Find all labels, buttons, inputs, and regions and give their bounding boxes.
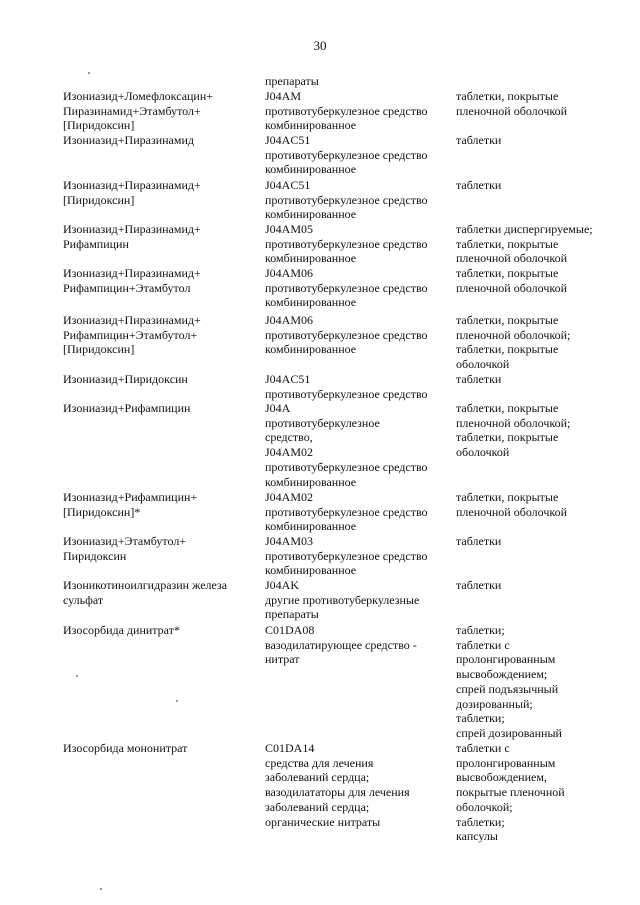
atc-code-description-line: комбинированное [265, 118, 357, 133]
atc-code-description-line: комбинированное [265, 162, 357, 177]
atc-code-description-line: J04AM02 [265, 445, 314, 460]
atc-code-description-cell [265, 490, 428, 534]
dosage-form-cell [456, 578, 501, 593]
dosage-form-line: дозированный; [456, 696, 533, 711]
atc-code-description-cell [265, 178, 428, 222]
dosage-form-line: таблетки, покрытые [456, 313, 559, 327]
atc-code-description-cell [265, 133, 428, 177]
atc-code-description-line: другие противотуберкулезные [265, 592, 420, 607]
dosage-form-line: таблетки, покрытые [456, 342, 559, 357]
atc-code-description-cell [265, 74, 319, 89]
drug-name-cell [63, 266, 201, 295]
dosage-form-line: пролонгированным [456, 755, 556, 770]
atc-code-description-line: средство, [265, 430, 313, 445]
atc-code-description-line: противотуберкулезное [265, 415, 380, 430]
drug-name-cell [63, 623, 180, 638]
dosage-form-line: таблетки диспергируемые; [456, 222, 593, 236]
atc-code-description-line: J04AM02 [265, 490, 314, 504]
dosage-form-line: пленочной оболочкой [456, 280, 568, 295]
scan-speck [88, 72, 90, 74]
atc-code-description-line: противотуберкулезное средство [265, 147, 428, 162]
drug-name-line: Изониазид+Пиразинамид+ [63, 178, 201, 192]
atc-code-description-line: J04AM03 [265, 534, 314, 548]
atc-code-description-line: препараты [265, 607, 319, 622]
atc-code-description-line: противотуберкулезное средство [265, 103, 428, 118]
dosage-form-cell [456, 741, 565, 844]
dosage-form-cell [456, 313, 570, 372]
atc-code-description-line: вазодилататоры для лечения [265, 785, 410, 800]
atc-code-description-line: противотуберкулезное средство [265, 504, 428, 519]
drug-name-cell [63, 89, 213, 133]
atc-code-description-line: J04AC51 [265, 178, 311, 192]
drug-name-cell [63, 534, 186, 563]
atc-code-description-line: нитрат [265, 652, 300, 667]
drug-name-line: Рифампицин+Этамбутол [63, 280, 191, 295]
dosage-form-line: таблетки, покрытые [456, 490, 559, 504]
atc-code-description-line: комбинированное [265, 251, 357, 266]
drug-name-cell [63, 372, 188, 387]
dosage-form-line: таблетки, покрытые [456, 430, 559, 445]
atc-code-description-cell [265, 741, 410, 829]
drug-name-cell [63, 133, 194, 148]
atc-code-description-line: заболеваний сердца; [265, 799, 370, 814]
dosage-form-line: таблетки; [456, 623, 505, 637]
dosage-form-line: таблетки; [456, 711, 505, 726]
atc-code-description-line: J04A [265, 401, 291, 415]
drug-name-cell [63, 401, 190, 416]
dosage-form-line: пленочной оболочкой [456, 103, 568, 118]
dosage-form-line: спрей подъязычный [456, 681, 559, 696]
dosage-form-line: таблетки [456, 578, 502, 592]
drug-name-line: Рифампицин [63, 236, 129, 251]
atc-code-description-line: J04AC51 [265, 372, 311, 386]
drug-name-cell [63, 741, 187, 756]
atc-code-description-line: противотуберкулезное средство [265, 386, 428, 401]
atc-code-description-cell [265, 401, 428, 489]
drug-name-line: Изониазид+Пиразинамид+ [63, 266, 201, 280]
dosage-form-cell [456, 490, 567, 519]
drug-name-line: Пиридоксин [63, 548, 127, 563]
atc-code-description-cell [265, 578, 419, 622]
atc-code-description-line: J04AK [265, 578, 300, 592]
atc-code-description-line: комбинированное [265, 295, 357, 310]
dosage-form-line: капсулы [456, 829, 498, 844]
dosage-form-line: таблетки, покрытые [456, 401, 559, 415]
atc-code-description-line: противотуберкулезное средство [265, 548, 428, 563]
dosage-form-line: оболочкой [456, 445, 510, 460]
dosage-form-cell [456, 222, 593, 266]
dosage-form-cell [456, 401, 570, 460]
atc-code-description-line: J04AC51 [265, 133, 311, 147]
dosage-form-line: таблетки; [456, 814, 505, 829]
atc-code-description-cell [265, 313, 428, 357]
atc-code-description-line: комбинированное [265, 342, 357, 357]
dosage-form-line: пленочной оболочкой [456, 251, 568, 266]
drug-name-line: Изониазид+Рифампицин [63, 401, 191, 415]
atc-code-description-cell [265, 222, 428, 266]
atc-code-description-line: J04AM06 [265, 266, 314, 280]
dosage-form-cell [456, 178, 501, 193]
atc-code-description-line: вазодилатирующее средство - [265, 637, 417, 652]
atc-code-description-line: комбинированное [265, 474, 357, 489]
dosage-form-line: таблетки, покрытые [456, 89, 559, 103]
atc-code-description-line: противотуберкулезное средство [265, 327, 428, 342]
dosage-form-line: таблетки, покрытые [456, 266, 559, 280]
drug-name-line: [Пиридоксин] [63, 118, 135, 133]
dosage-form-line: таблетки [456, 372, 502, 386]
drug-name-line: Пиразинамид+Этамбутол+ [63, 103, 201, 118]
drug-name-cell [63, 490, 197, 519]
drug-name-line: Рифампицин+Этамбутол+ [63, 327, 198, 342]
drug-name-line: Изониазид+Пиразинамид [63, 133, 194, 147]
atc-code-description-cell [265, 372, 428, 401]
atc-code-description-line: противотуберкулезное средство [265, 236, 428, 251]
scan-speck [100, 888, 102, 890]
dosage-form-line: высвобождением, [456, 770, 547, 785]
dosage-form-line: таблетки с [456, 741, 510, 755]
page-number: 30 [313, 38, 327, 53]
atc-code-description-line: средства для лечения [265, 755, 374, 770]
atc-code-description-line: J04AM [265, 89, 302, 103]
atc-code-description-line: C01DA08 [265, 623, 315, 637]
dosage-form-line: пролонгированным [456, 652, 556, 667]
dosage-form-line: спрей дозированный [456, 725, 562, 740]
drug-name-cell [63, 178, 201, 207]
atc-code-description-line: комбинированное [265, 563, 357, 578]
atc-code-description-line: противотуберкулезное средство [265, 192, 428, 207]
dosage-form-line: оболочкой; [456, 799, 513, 814]
drug-name-line: [Пиридоксин] [63, 342, 135, 357]
atc-code-description-line: J04AM06 [265, 313, 314, 327]
dosage-form-cell [456, 623, 562, 741]
atc-code-description-line: J04AM05 [265, 222, 314, 236]
drug-name-line: сульфат [63, 592, 104, 607]
dosage-form-line: пленочной оболочкой; [456, 327, 571, 342]
dosage-form-line: покрытые пленочной [456, 785, 565, 800]
atc-code-description-cell [265, 534, 428, 578]
drug-name-line: Изониазид+Ломефлоксацин+ [63, 89, 214, 103]
atc-code-description-line: заболеваний сердца; [265, 770, 370, 785]
atc-code-description-line: комбинированное [265, 207, 357, 222]
drug-name-line: Изониазид+Этамбутол+ [63, 534, 187, 548]
dosage-form-cell [456, 266, 567, 295]
drug-name-cell [63, 313, 201, 357]
dosage-form-line: таблетки с [456, 637, 510, 652]
dosage-form-line: пленочной оболочкой; [456, 415, 571, 430]
scan-speck [176, 700, 178, 702]
dosage-form-cell [456, 534, 501, 549]
drug-name-cell [63, 222, 201, 251]
drug-name-line: [Пиридоксин]* [63, 504, 141, 519]
dosage-form-line: таблетки, покрытые [456, 236, 559, 251]
atc-code-description-cell [265, 623, 417, 667]
atc-code-description-line: препараты [265, 74, 319, 88]
drug-name-line: Изониазид+Рифампицин+ [63, 490, 198, 504]
dosage-form-line: оболочкой [456, 357, 510, 372]
atc-code-description-line: комбинированное [265, 519, 357, 534]
dosage-form-line: таблетки [456, 178, 502, 192]
drug-name-line: Изосорбида динитрат* [63, 623, 180, 637]
dosage-form-line: пленочной оболочкой [456, 504, 568, 519]
atc-code-description-cell [265, 266, 428, 310]
scan-speck [76, 675, 78, 677]
dosage-form-cell [456, 372, 501, 387]
drug-name-cell [63, 578, 227, 607]
drug-name-line: [Пиридоксин] [63, 192, 135, 207]
atc-code-description-line: органические нитраты [265, 814, 381, 829]
atc-code-description-line: противотуберкулезное средство [265, 459, 428, 474]
dosage-form-line: таблетки [456, 534, 502, 548]
dosage-form-cell [456, 89, 567, 118]
atc-code-description-line: C01DA14 [265, 741, 315, 755]
drug-name-line: Изониазид+Пиразинамид+ [63, 222, 201, 236]
drug-name-line: Изониазид+Пиразинамид+ [63, 313, 201, 327]
drug-name-line: Изониазид+Пиридоксин [63, 372, 188, 386]
atc-code-description-cell [265, 89, 428, 133]
drug-name-line: Изоникотиноилгидразин железа [63, 578, 228, 592]
dosage-form-line: высвобождением; [456, 667, 548, 682]
dosage-form-line: таблетки [456, 133, 502, 147]
dosage-form-cell [456, 133, 501, 148]
drug-name-line: Изосорбида мононитрат [63, 741, 188, 755]
atc-code-description-line: противотуберкулезное средство [265, 280, 428, 295]
